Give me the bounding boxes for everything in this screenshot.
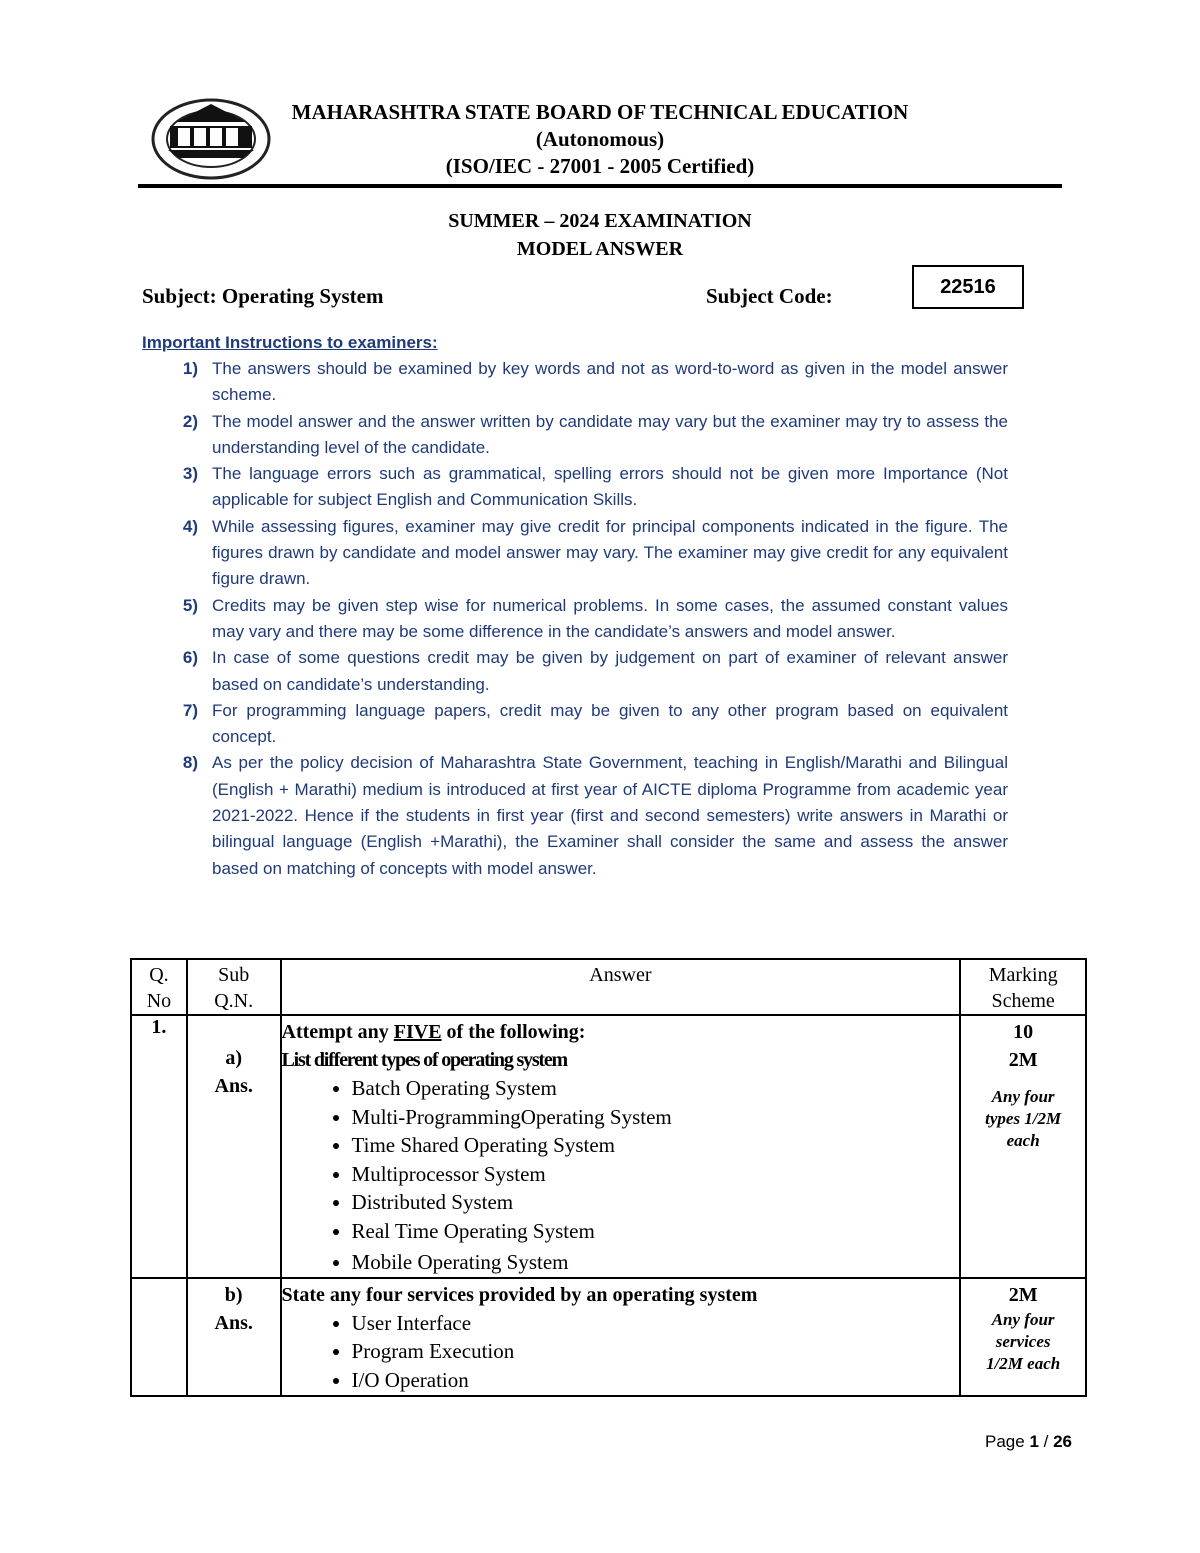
sub-question-label: b): [224, 1283, 243, 1306]
header-q-no: [131, 959, 187, 1015]
instruction-item: [142, 750, 1008, 881]
header-text: Sub: [218, 964, 250, 986]
list-item: • Multi-ProgrammingOperating System: [352, 1103, 960, 1132]
page-prefix: Page: [985, 1432, 1030, 1451]
instruction-item: [142, 645, 1008, 698]
answer-table: [130, 958, 1087, 1397]
marking-note: each: [1006, 1131, 1040, 1150]
ans-label: Ans.: [214, 1311, 253, 1334]
certification-label: (ISO/IEC - 27001 - 2005 Certified): [445, 154, 755, 178]
header-text: No: [146, 990, 172, 1012]
subject-name: Subject: Operating System: [142, 284, 384, 308]
instruction-text: While assessing figures, examiner may give credit for principal components indicated in the figure. The figures drawn by candidate and model answer may vary. The examiner may give credit for any equivalent figure drawn.: [212, 516, 1008, 589]
header-divider: [138, 184, 1062, 188]
page-total: 26: [1053, 1432, 1072, 1451]
total-marks: 10: [1013, 1021, 1034, 1043]
instruction-text: In case of some questions credit may be given by judgement on part of examiner of relevant answer based on candidate’s understanding.: [212, 648, 1008, 694]
table-row-1b: [131, 1278, 1086, 1396]
subject-code-label: Subject Code:: [706, 284, 833, 308]
marking-cell: [960, 1015, 1086, 1278]
question-text: State any four services provided by an operating system: [281, 1283, 758, 1306]
table-header-row: [131, 959, 1086, 1015]
instruction-number: 2): [182, 411, 198, 431]
instruction-number: 6): [182, 648, 198, 668]
list-item: • Distributed System: [352, 1188, 960, 1217]
instruction-text: For programming language papers, credit may be given to any other program based on equivalent concept.: [212, 700, 1008, 747]
marking-cell: [960, 1278, 1086, 1396]
marking-note: Any four: [991, 1087, 1055, 1106]
page-separator: /: [1038, 1432, 1054, 1451]
marking-note: Any four: [991, 1309, 1055, 1329]
header-text: Scheme: [991, 990, 1055, 1012]
table-row-1a: [131, 1015, 1086, 1278]
list-item: • User Interface: [352, 1309, 960, 1338]
header-sub-qn: [187, 959, 281, 1015]
header-marking-scheme: [960, 959, 1086, 1015]
list-item: • Time Shared Operating System: [352, 1131, 960, 1160]
exam-subtitle: MODEL ANSWER: [516, 238, 684, 260]
sub-question-label: a): [225, 1047, 243, 1069]
answer-list: [282, 1309, 960, 1395]
subject-code-box: 22516: [912, 265, 1024, 309]
ans-label: Ans.: [214, 1075, 253, 1097]
list-item: • Multiprocessor System: [352, 1160, 960, 1189]
instruction-text: As per the policy decision of Maharashtra State Government, teaching in English/Marathi and Bilingual (English + Marathi) medium is introduced at first year of AICTE diploma Programme from academic year 2021-2022. Hence if the students in first year (first and second semesters) write answers in Marathi or bilingual language (English +Marathi), the Examiner shall consider the same and assess the answer based on matching of concepts with model answer.: [212, 753, 1008, 878]
instructions-list: [142, 356, 1008, 882]
instruction-text: Credits may be given step wise for numerical problems. In some cases, the assumed constant values may vary and there may be some difference in the candidate’s answers and model answer.: [212, 595, 1008, 641]
instruction-item: [142, 461, 1008, 514]
instruction-text: of the following:: [441, 1021, 586, 1043]
list-item: • Mobile Operating System: [352, 1248, 960, 1277]
page-number: [985, 1432, 1072, 1452]
instruction-item: [142, 356, 1008, 409]
question-text: List different types of operating system: [281, 1049, 568, 1071]
list-item: • Program Execution: [352, 1337, 960, 1366]
instruction-item: [142, 593, 1008, 646]
question-number-empty: [131, 1278, 187, 1396]
marking-note: types 1/2M: [985, 1109, 1062, 1128]
marks: 2M: [1008, 1049, 1038, 1071]
marks: 2M: [1008, 1283, 1038, 1306]
instructions-title: Important Instructions to examiners:: [142, 333, 438, 352]
instruction-item: [142, 698, 1008, 751]
header-text: Q.: [149, 964, 169, 986]
instruction-emphasis: FIVE: [393, 1021, 442, 1043]
autonomous-label: (Autonomous): [535, 127, 665, 151]
instruction-text: The model answer and the answer written by candidate may vary but the examiner may try to assess the understanding level of the candidate.: [212, 411, 1008, 457]
exam-title: SUMMER – 2024 EXAMINATION: [448, 210, 752, 232]
list-item: • Real Time Operating System: [352, 1217, 960, 1246]
header-answer: Answer: [281, 959, 961, 1015]
instruction-text: Attempt any: [281, 1021, 394, 1043]
list-item: • I/O Operation: [352, 1366, 960, 1395]
instruction-text: The answers should be examined by key words and not as word-to-word as given in the model answer scheme.: [212, 359, 1008, 405]
board-name: MAHARASHTRA STATE BOARD OF TECHNICAL EDUCATION: [291, 100, 909, 124]
instruction-number: 5): [182, 595, 198, 615]
answer-list: [282, 1074, 960, 1277]
instruction-text: The language errors such as grammatical, spelling errors should not be given more Importance (Not applicable for subject English and Communication Skills.: [212, 464, 1008, 510]
instruction-number: 4): [182, 516, 198, 536]
header-text: Q.N.: [214, 990, 254, 1012]
instruction-item: [142, 409, 1008, 462]
instruction-number: 3): [182, 464, 198, 484]
answer-cell: [281, 1015, 961, 1278]
instruction-item: [142, 514, 1008, 593]
question-instruction: [282, 1016, 960, 1046]
sub-question-cell: [187, 1278, 281, 1396]
marking-note: 1/2M each: [986, 1353, 1061, 1373]
header-text: Marking: [988, 964, 1058, 986]
list-item: • Batch Operating System: [352, 1074, 960, 1103]
answer-cell: [281, 1278, 961, 1396]
sub-question-cell: [187, 1015, 281, 1278]
page-current: 1: [1029, 1432, 1039, 1451]
question-number: 1.: [131, 1015, 187, 1278]
marking-note: services: [995, 1331, 1051, 1351]
instruction-number: 8): [182, 753, 198, 773]
instruction-number: 1): [182, 359, 198, 378]
instruction-number: 7): [182, 700, 198, 720]
